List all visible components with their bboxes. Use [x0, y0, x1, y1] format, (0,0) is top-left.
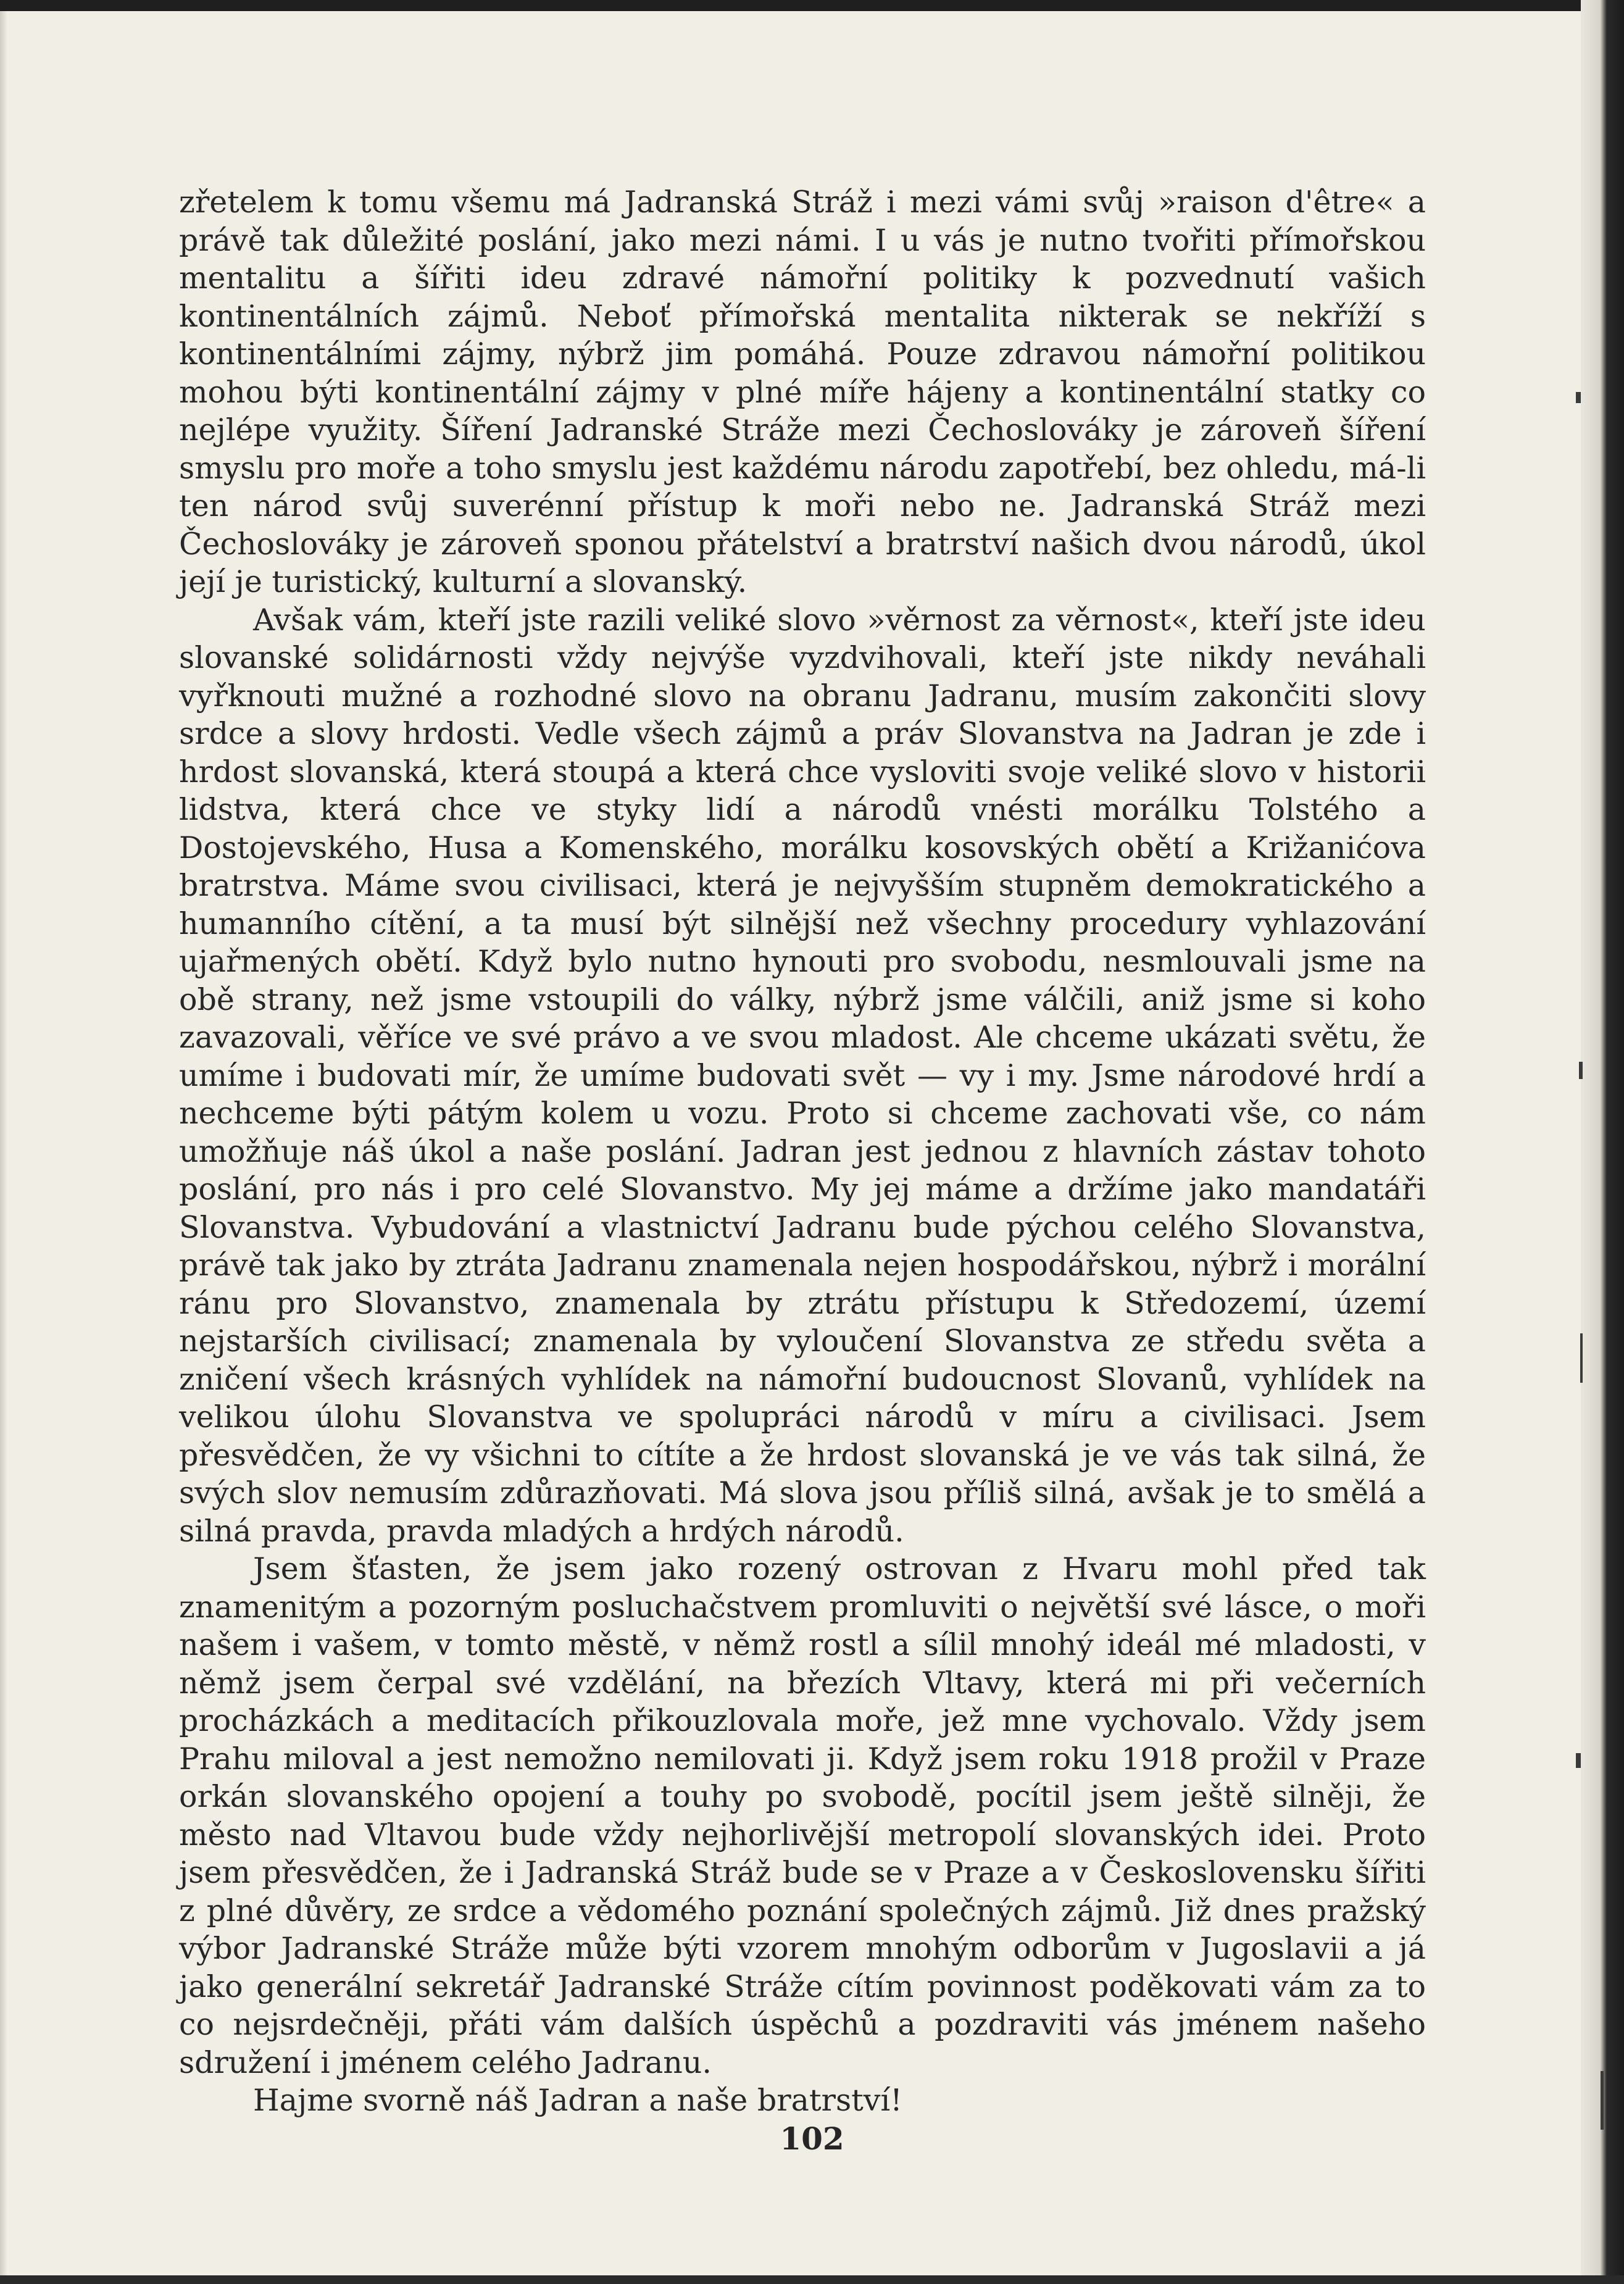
- closing-line: Hajme svorně náš Jadran a naše bratrství!: [253, 2083, 902, 2118]
- bottom-scan-edge: [0, 2275, 1624, 2284]
- paragraph-2: Avšak vám, kteří jste razili veliké slovo »věrnost za věrnost«, kteří jste ideu slovanské solidárnosti vždy nejvýše vyzdvihovali, kteří jste nikdy neváhali vyřknouti mužné a rozhodné slovo na obranu Jadranu, musím zakončiti slovy srdce a slovy hrdosti. Vedle všech zájmů a práv Slovanstva na Jadran je zde i hrdost slovanská, která stoupá a která chce vysloviti svoje veliké slovo v historii lidstva, která chce ve styky lidí a národů vnésti morálku Tolstého a Dostojevského, Husa a Komenského, morálku kosovských obětí a Križanićova bratrstva. Máme svou civilisaci, která je nejvyšším stupněm demokratického a humanního cítění, a ta musí být silnější než všechny procedury vyhlazování ujařmených obětí. Když bylo nutno hynouti pro svobodu, nesmlouvali jsme na obě strany, než jsme vstoupili do války, nýbrž jsme válčili, aniž jsme si koho zavazovali, věříce ve své právo a ve svou mladost. Ale chceme ukázati světu, že umíme i budovati mír, že umíme budovati svět — vy i my. Jsme národové hrdí a nechceme býti pátým kolem u vozu. Proto si chceme zachovati vše, co nám umožňuje náš úkol a naše poslání. Jadran jest jednou z hlavních zástav tohoto poslání, pro nás i pro celé Slovanstvo. My jej máme a držíme jako mandatáři Slovanstva. Vybudování a vlastnictví Jadranu bude pýchou celého Slovanstva, právě tak jako by ztráta Jadranu znamenala nejen hospodářskou, nýbrž i morální ránu pro Slovanstvo, znamenala by ztrátu přístupu k Středozemí, území nejstarších civilisací; znamenala by vyloučení Slovanstva ze středu světa a zničení všech krásných vyhlídek na námořní budoucnost Slovanů, vyhlídek na velikou úlohu Slovanstva ve spolupráci národů v míru a civilisaci. Jsem přesvědčen, že vy všichni to cítíte a že hrdost slovanská je ve vás tak silná, že svých slov nemusím zdůrazňovati. Má slova jsou příliš silná, avšak je to smělá a silná pravda, pravda mladých a hrdých národů.: [179, 602, 1426, 1549]
- top-scan-edge: [0, 0, 1624, 11]
- body-text: [179, 183, 1426, 2120]
- page-number: 102: [780, 2120, 844, 2157]
- margin-mark: [1576, 392, 1581, 403]
- paragraph-3: Jsem šťasten, že jsem jako rozený ostrovan z Hvaru mohl před tak znamenitým a pozorným posluchačstvem promluviti o největší své lásce, o moři našem i vašem, v tomto městě, v němž rostl a sílil mnohý ideál mé mladosti, v němž jsem čerpal své vzdělání, na březích Vltavy, která mi při večerních procházkách a meditacích přikouzlovala moře, jež mne vychovalo. Vždy jsem Prahu miloval a jest nemožno nemilovati ji. Když jsem roku 1918 prožil v Praze orkán slovanského opojení a touhy po svobodě, pocítil jsem ještě silněji, že město nad Vltavou bude vždy nejhorlivější metropolí slovanských idei. Proto jsem přesvědčen, že i Jadranská Stráž bude se v Praze a v Československu šířiti z plné důvěry, ze srdce a vědomého poznání společných zájmů. Již dnes pražský výbor Jadranské Stráže může býti vzorem mnohým odborům v Jugoslavii a já jako generální sekretář Jadranské Stráže cítím povinnost poděkovati vám za to co nejsrdečněji, přáti vám dalších úspěchů a pozdraviti vás jménem našeho sdružení i jménem celého Jadranu.: [179, 1551, 1426, 2080]
- paragraph-1: zřetelem k tomu všemu má Jadranská Stráž i mezi vámi svůj »raison d'être« a právě tak důležité poslání, jako mezi námi. I u vás je nutno tvořiti přímořskou mentalitu a šířiti ideu zdravé námořní politiky k pozvednutí vašich kontinentálních zájmů. Neboť přímořská mentalita nikterak se nekříží s kontinentálními zájmy, nýbrž jim pomáhá. Pouze zdravou námořní politikou mohou býti kontinentální zájmy v plné míře hájeny a kontinentální statky co nejlépe využity. Šíření Jadranské Stráže mezi Čechoslováky je zároveň šíření smyslu pro moře a toho smyslu jest každému národu zapotřebí, bez ohledu, má-li ten národ svůj suverénní přístup k moři nebo ne. Jadranská Stráž mezi Čechoslováky je zároveň sponou přátelství a bratrství našich dvou národů, úkol její je turistický, kulturní a slovanský.: [179, 185, 1426, 599]
- margin-mark: [1580, 1333, 1583, 1383]
- right-scan-edge: [1581, 0, 1624, 2284]
- margin-mark: [1576, 1753, 1581, 1768]
- left-page-shadow: [0, 11, 7, 2275]
- margin-mark: [1579, 1062, 1583, 1079]
